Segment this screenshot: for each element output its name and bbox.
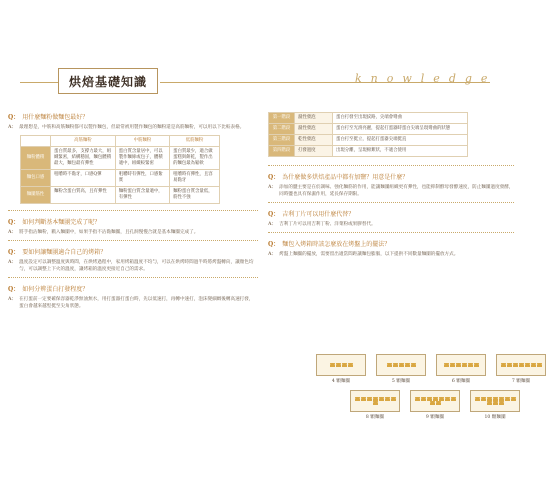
answer: A： 最理想是，中筋和高筋麵粉都可以製作麵包，但最常被用製作麵包的麵粉還是高筋麵粉，可以用以下比較表格。 (8, 125, 245, 130)
dough-ball-icon (537, 364, 542, 367)
answer: A： 烤盤上麵團的擺放，需要留出適當間距讓麵包膨脹，以下提供不同數量麵團的擺放方式。 (268, 252, 459, 257)
dough-ball-icon (499, 402, 504, 405)
dough-ball-icon (501, 364, 506, 367)
dough-ball-icon (462, 364, 467, 367)
dough-ball-icon (411, 364, 416, 367)
baking-pan (468, 390, 522, 420)
table-row (269, 135, 468, 146)
dough-ball-icon (505, 398, 510, 401)
left-column (8, 112, 258, 314)
row-label: 麵粉體積 (21, 147, 51, 170)
egg-white-stages-table (268, 112, 468, 157)
table-row (269, 146, 468, 157)
header-knowledge: knowledge (355, 72, 497, 85)
dotted-divider (8, 277, 258, 278)
answer: A： 在打蛋前一定要確保容器乾淨無油無水，用打蛋器打蛋白時，先以低速打，再轉中速打，泡沫變細緻後轉高速打發，蛋白會越來越堅挺至尖角狀態。 (8, 297, 254, 309)
stage-description: 出現分離，呈現棉絮狀，不適合使用 (333, 146, 468, 157)
right-column (268, 112, 514, 262)
dotted-divider (268, 165, 514, 166)
stage-description: 蛋白打至挺立，提起打蛋器尖端挺直 (333, 135, 468, 146)
table-cell: 咀嚼時有彈性，且容易黏牙 (170, 170, 220, 187)
pan-label: 6 顆麵團 (451, 379, 471, 384)
pan-tray (496, 354, 546, 376)
dough-ball-icon (507, 364, 512, 367)
dotted-divider (8, 210, 258, 211)
answer: A： 吉利丁片可以用吉利丁粉、洋菜粉或果膠替代。 (268, 222, 376, 227)
stage-label: 第二階段 (269, 124, 295, 135)
page-title: 烘焙基礎知識 (58, 68, 158, 94)
pan-tray (350, 390, 400, 412)
dough-ball-icon (456, 364, 461, 367)
dotted-divider (268, 202, 514, 203)
table-cell: 麵粉蛋白質含量適中，有彈性 (115, 187, 169, 204)
pan-label: 9 顆麵團 (425, 415, 445, 420)
baking-pan (408, 390, 462, 420)
question: Q： 要如何讓麵團適合自己的烤箱？ (8, 249, 107, 256)
pan-grid-row-1 (314, 354, 531, 384)
table-row (269, 124, 468, 135)
dough-ball-icon (348, 364, 353, 367)
dough-ball-icon (451, 398, 456, 401)
question: Q： 如何分辨蛋白打發程度？ (8, 286, 89, 293)
table-cell: 麵粉蛋白質含量低，筋性不強 (170, 187, 220, 204)
table-cell: 咀嚼時有彈性，口感紮實 (115, 170, 169, 187)
dough-ball-icon (445, 398, 450, 401)
dough-ball-icon (487, 402, 492, 405)
table-header-cell: 高筋麵粉 (51, 136, 116, 147)
stage-label: 第三階段 (269, 135, 295, 146)
dough-ball-icon (373, 402, 378, 405)
table-header-cell: 中筋麵粉 (115, 136, 169, 147)
baking-pan (374, 354, 428, 384)
flour-comparison-table (20, 135, 220, 204)
dough-ball-icon (405, 364, 410, 367)
question: Q： 為什麼做多烘焙產品中都有加鹽？用意是什麼？ (268, 174, 409, 181)
dough-ball-icon (379, 398, 384, 401)
stage-name: 濕性發泡 (295, 124, 333, 135)
dotted-divider (268, 232, 514, 233)
row-label: 麵團筋性 (21, 187, 51, 204)
dough-ball-icon (481, 398, 486, 401)
stage-label: 第四階段 (269, 146, 295, 157)
pan-diagram (268, 348, 531, 420)
dough-ball-icon (513, 364, 518, 367)
dough-ball-icon (436, 402, 441, 405)
pan-tray (376, 354, 426, 376)
question: Q： 用什麼麵粉做麵包最好？ (8, 114, 89, 121)
table-header-cell (21, 136, 51, 147)
table-header-row (21, 136, 220, 147)
dough-ball-icon (421, 398, 426, 401)
pan-tray (470, 390, 520, 412)
pan-label: 5 顆麵團 (391, 379, 411, 384)
pan-label: 8 顆麵團 (365, 415, 385, 420)
table-header-cell: 低筋麵粉 (170, 136, 220, 147)
baking-pan (494, 354, 548, 384)
dough-ball-icon (355, 398, 360, 401)
question: Q： 麵包入烤箱時該怎麼放在烤盤上的擺法？ (268, 241, 391, 248)
dough-ball-icon (391, 398, 396, 401)
dough-ball-icon (393, 364, 398, 367)
stage-name: 濕性發泡 (295, 113, 333, 124)
row-label: 麵包口感 (21, 170, 51, 187)
answer: A： 添加的鹽主要是在於調味、強化麵筋的作用，能讓麵團組織更有彈性，也能抑制酵母發酵速度，防止麵團過度發酵，同時鹽也具有保濕作用，延長保存期限。 (268, 185, 514, 197)
dough-ball-icon (367, 398, 372, 401)
dough-ball-icon (519, 364, 524, 367)
question: Q： 吉利丁片可以用什麼代替？ (268, 211, 355, 218)
dotted-divider (8, 240, 258, 241)
table-cell: 蛋白質含量居中，可以製作麵條或包子，體積適中，組織較緊密 (115, 147, 169, 170)
pan-label: 7 顆麵團 (511, 379, 531, 384)
answer: A： 將手指沾麵粉，戳入麵團中，如果手指不沾黏麵團，且孔洞慢慢合就是基本麵團完成了。 (8, 230, 199, 235)
dough-ball-icon (336, 364, 341, 367)
dough-ball-icon (430, 402, 435, 405)
dough-ball-icon (493, 402, 498, 405)
dough-ball-icon (511, 398, 516, 401)
pan-tray (436, 354, 486, 376)
pan-label: 10 顆麵團 (484, 415, 506, 420)
table-cell: 麵粉含蛋白質高，且有彈性 (51, 187, 116, 204)
stage-label: 第一階段 (269, 113, 295, 124)
table-cell: 蛋白質最多，支撐力最大，組織緊密，結構穩固，麵包體積最大，麵包最有彈性 (51, 147, 116, 170)
table-row (21, 147, 220, 170)
pan-tray (410, 390, 460, 412)
dough-ball-icon (468, 364, 473, 367)
page-header (0, 62, 520, 98)
dough-ball-icon (531, 364, 536, 367)
dough-ball-icon (330, 364, 335, 367)
dough-ball-icon (399, 364, 404, 367)
stage-name: 乾性發泡 (295, 135, 333, 146)
table-cell: 咀嚼時不黏牙，口感Q彈 (51, 170, 116, 187)
table-row (21, 170, 220, 187)
header-rule-left (20, 82, 58, 83)
dough-ball-icon (387, 364, 392, 367)
baking-pan (348, 390, 402, 420)
answer: A： 溫度設定可以調整溫度與時間，在烘烤過程中，家用烤箱溫度不均勻，可以在烘烤時間過半時將烤盤轉向，讓顏色均勻，可以調整上下火的溫度，讓烤箱的溫度更接近自己的需求。 (8, 260, 254, 272)
table-row (21, 187, 220, 204)
table-cell: 蛋白質最少，適合做蛋糕與餅乾，製作出的麵包最為鬆軟 (170, 147, 220, 170)
dough-ball-icon (474, 364, 479, 367)
baking-pan (434, 354, 488, 384)
dough-ball-icon (525, 364, 530, 367)
dough-ball-icon (385, 398, 390, 401)
dough-ball-icon (415, 398, 420, 401)
dough-ball-icon (475, 398, 480, 401)
baking-pan (314, 354, 368, 384)
pan-grid-row-2 (348, 390, 514, 420)
table-row (269, 113, 468, 124)
stage-description: 蛋白打至光滑亮麗，提起打蛋器時蛋白尖端呈現彎曲的狀態 (333, 124, 468, 135)
question: Q： 如何判斷基本麵團完成了呢？ (8, 219, 101, 226)
dough-ball-icon (444, 364, 449, 367)
dough-ball-icon (450, 364, 455, 367)
pan-label: 4 顆麵團 (331, 379, 351, 384)
stage-description: 蛋白打發至出現紋路，尖端會彎曲 (333, 113, 468, 124)
pan-tray (316, 354, 366, 376)
dough-ball-icon (361, 398, 366, 401)
dough-ball-icon (342, 364, 347, 367)
stage-name: 打發過度 (295, 146, 333, 157)
